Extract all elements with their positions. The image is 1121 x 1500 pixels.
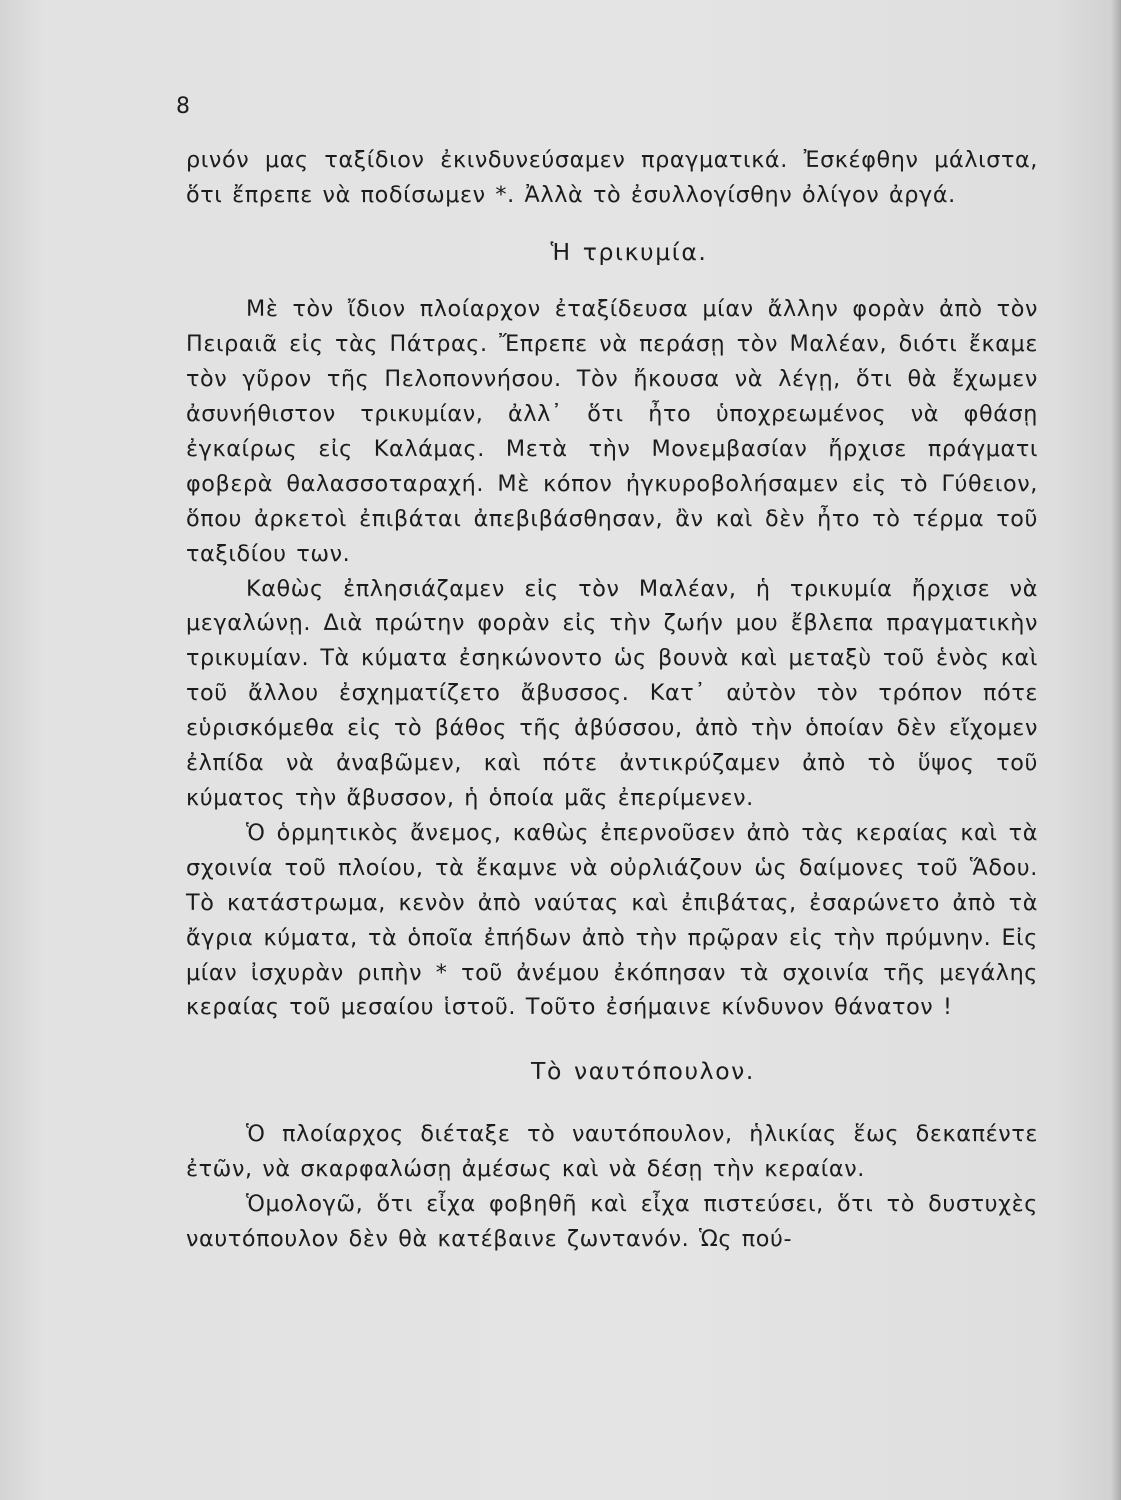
section-heading-ship-boy: Τὸ ναυτόπουλον. [531, 1057, 755, 1086]
binding-shadow [1111, 0, 1121, 1500]
section-heading-storm: Ἡ τρικυμία. [550, 237, 708, 266]
paragraph: Ὁ πλοίαρχος διέταξε τὸ ναυτόπουλον, ἡλικίας ἕως δεκαπέντε ἐτῶν, νὰ σκαρφαλώσῃ ἀμέσως καὶ νὰ δέσῃ τὴν κεραίαν. [186, 1120, 1038, 1182]
paragraph: Μὲ τὸν ἴδιον πλοίαρχον ἐταξίδευσα μίαν ἄλλην φορὰν ἀπὸ τὸν Πειραιᾶ εἰς τὰς Πάτρας. Ἔπρεπε νὰ περάσῃ τὸν Μαλέαν, διότι ἔκαμε τὸν γῦρον τῆς Πελοποννήσου. Τὸν ἤκουσα νὰ λέγῃ, ὅτι θὰ ἔχωμεν ἀσυνήθιστον τρικυμίαν, ἀλλ᾽ ὅτι ἦτο ὑποχρεωμένος νὰ φθάσῃ ἐγκαίρως εἰς Καλάμας. Μετὰ τὴν Μονεμβασίαν ἤρχισε πράγματι φοβερὰ θαλασσοταραχή. Μὲ κόπον ἠγκυροβολήσαμεν εἰς τὸ Γύθειον, ὅπου ἀρκετοὶ ἐπιβάται ἀπεβιβάσθησαν, ἂν καὶ δὲν ἦτο τὸ τέρμα τοῦ ταξιδίου των. [186, 296, 1038, 567]
paragraph: Ὁμολογῶ, ὅτι εἶχα φοβηθῆ καὶ εἶχα πιστεύσει, ὅτι τὸ δυστυχὲς ναυτόπουλον δὲν θὰ κατέβαινε ζωντανόν. Ὡς πού- [186, 1190, 1038, 1252]
opening-paragraph: ρινόν μας ταξίδιον ἐκινδυνεύσαμεν πραγματικά. Ἐσκέφθην μάλιστα, ὅτι ἔπρεπε νὰ ποδίσωμεν *. Ἀλλὰ τὸ ἐσυλλογίσθην ὀλίγον ἀργά. [186, 147, 1038, 208]
paragraph: Καθὼς ἐπλησιάζαμεν εἰς τὸν Μαλέαν, ἡ τρικυμία ἤρχισε νὰ μεγαλώνῃ. Διὰ πρώτην φορὰν εἰς τὴν ζωήν μου ἔβλεπα πραγματικὴν τρικυμίαν. Τὰ κύματα ἐσηκώνοντο ὡς βουνὰ καὶ μεταξὺ τοῦ ἑνὸς καὶ τοῦ ἄλλου ἐσχηματίζετο ἄβυσσος. Κατ᾽ αὐτὸν τὸν τρόπον πότε εὑρισκόμεθα εἰς τὸ βάθος τῆς ἀβύσσου, ἀπὸ τὴν ὁποίαν δὲν εἴχομεν ἐλπίδα νὰ ἀναβῶμεν, καὶ πότε ἀντικρύζαμεν ἀπὸ τὸ ὕψος τοῦ κύματος τὴν ἄβυσσον, ἡ ὁποία μᾶς ἐπερίμενεν. [186, 575, 1038, 811]
page-text [186, 143, 1038, 1256]
page-number: 8 [176, 94, 190, 119]
paragraph: Ὁ ὁρμητικὸς ἄνεμος, καθὼς ἐπερνοῦσεν ἀπὸ τὰς κεραίας καὶ τὰ σχοινία τοῦ πλοίου, τὰ ἔκαμνε νὰ οὐρλιάζουν ὡς δαίμονες τοῦ Ἅδου. Τὸ κατάστρωμα, κενὸν ἀπὸ ναύτας καὶ ἐπιβάτας, ἐσαρώνετο ἀπὸ τὰ ἄγρια κύματα, τὰ ὁποῖα ἐπήδων ἀπὸ τὴν πρῷραν εἰς τὴν πρύμνην. Εἰς μίαν ἰσχυρὰν ριπὴν * τοῦ ἀνέμου ἐκόπησαν τὰ σχοινία τῆς μεγάλης κεραίας τοῦ μεσαίου ἱστοῦ. Τοῦτο ἐσήμαινε κίνδυνον θάνατον ! [186, 819, 1038, 1021]
